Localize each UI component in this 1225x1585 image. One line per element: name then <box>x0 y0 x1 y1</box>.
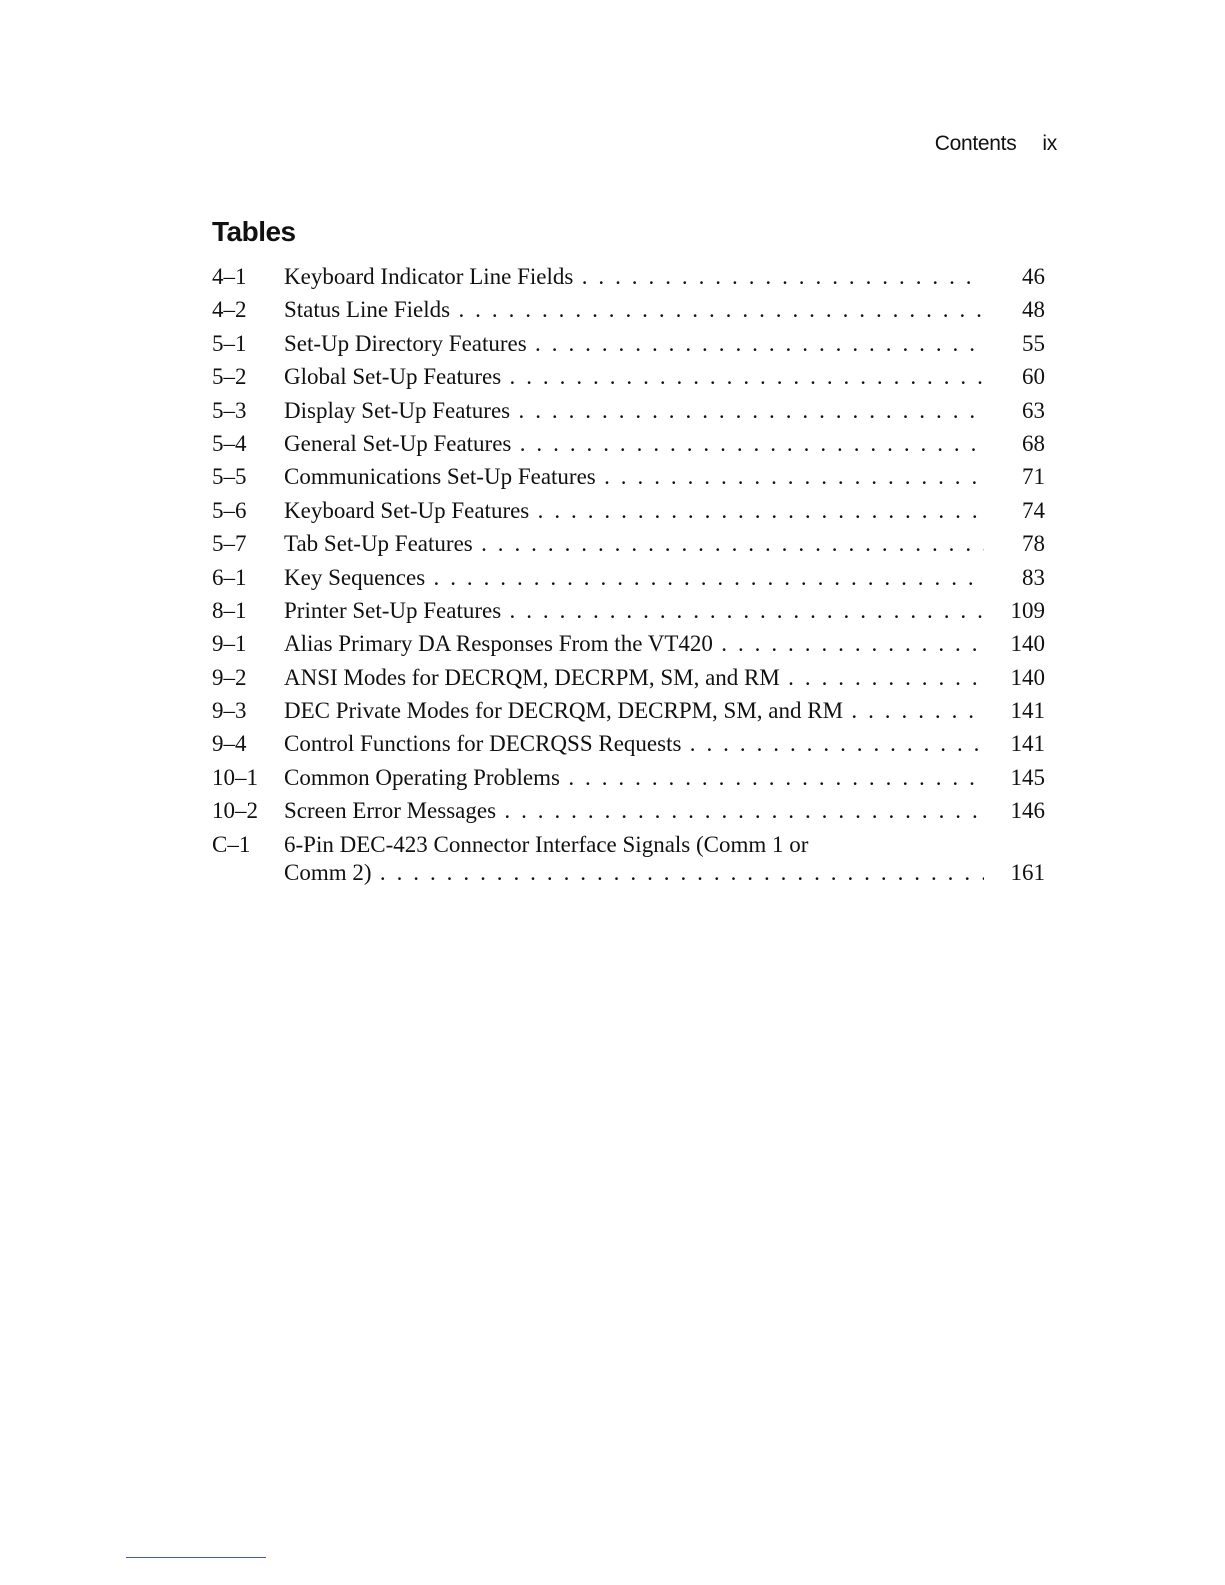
table-title: ANSI Modes for DECRQM, DECRPM, SM, and RM . . . <box>284 661 984 694</box>
page-number: 68 <box>1022 430 1045 456</box>
table-title: Set-Up Directory Features . . . <box>284 327 984 360</box>
toc-entry[interactable] <box>212 828 1057 890</box>
table-number: 9–4 <box>212 731 247 757</box>
page-number: 145 <box>1010 764 1045 790</box>
page-number: 161 <box>1010 859 1045 885</box>
table-title: Control Functions for DECRQSS Requests . . . <box>284 727 984 760</box>
page-number: 109 <box>1010 597 1045 623</box>
tables-list <box>212 260 1057 890</box>
table-number: 4–2 <box>212 297 247 323</box>
page-number: 74 <box>1022 497 1045 523</box>
table-title: Keyboard Indicator Line Fields . . . <box>284 260 984 293</box>
table-number: 5–5 <box>212 464 247 490</box>
running-head-label: Contents <box>934 132 1017 155</box>
page-number: 140 <box>1010 631 1045 657</box>
page-number: 141 <box>1010 698 1045 724</box>
toc-entry[interactable] <box>212 627 1057 660</box>
table-title: Screen Error Messages . . . <box>284 794 984 827</box>
table-title: Global Set-Up Features . . . <box>284 360 984 393</box>
table-title: Alias Primary DA Responses From the VT420 . . . <box>284 627 984 660</box>
table-title: Display Set-Up Features . . . <box>284 394 984 427</box>
toc-entry[interactable] <box>212 661 1057 694</box>
table-number: 5–3 <box>212 397 247 423</box>
toc-entry[interactable] <box>212 260 1057 293</box>
table-title: Key Sequences . . . <box>284 561 984 594</box>
table-number: 9–1 <box>212 631 247 657</box>
toc-entry[interactable] <box>212 293 1057 326</box>
table-number: 5–2 <box>212 364 247 390</box>
toc-entry[interactable] <box>212 460 1057 493</box>
table-number: 10–2 <box>212 798 258 824</box>
table-number: 6–1 <box>212 564 247 590</box>
table-title: Tab Set-Up Features . . . <box>284 527 984 560</box>
toc-entry[interactable] <box>212 327 1057 360</box>
toc-entry[interactable] <box>212 427 1057 460</box>
table-title: Common Operating Problems . . . <box>284 761 984 794</box>
table-title-line1: 6-Pin DEC-423 Connector Interface Signals (Comm 1 or <box>284 831 809 857</box>
toc-entry[interactable] <box>212 727 1057 760</box>
toc-entry[interactable] <box>212 561 1057 594</box>
footer-rule <box>126 1557 266 1558</box>
page-number: 140 <box>1010 664 1045 690</box>
page-number: 48 <box>1022 297 1045 323</box>
table-title: DEC Private Modes for DECRQM, DECRPM, SM, and RM . . . <box>284 694 984 727</box>
page-number: 55 <box>1022 330 1045 356</box>
page-number: 78 <box>1022 531 1045 557</box>
page-number: 63 <box>1022 397 1045 423</box>
table-number: 9–2 <box>212 664 247 690</box>
page-number: 141 <box>1010 731 1045 757</box>
toc-entry[interactable] <box>212 594 1057 627</box>
toc-entry[interactable] <box>212 360 1057 393</box>
table-title: General Set-Up Features . . . <box>284 427 984 460</box>
running-head <box>935 132 1057 156</box>
page-number: 46 <box>1022 264 1045 289</box>
toc-entry[interactable] <box>212 494 1057 527</box>
table-number: 4–1 <box>212 264 247 289</box>
table-number: 5–6 <box>212 497 247 523</box>
table-number: 5–4 <box>212 430 247 456</box>
toc-entry[interactable] <box>212 527 1057 560</box>
table-number: 9–3 <box>212 698 247 724</box>
table-title: Keyboard Set-Up Features . . . <box>284 494 984 527</box>
table-title-line2: Comm 2) . . . <box>284 856 984 889</box>
toc-entry[interactable] <box>212 794 1057 827</box>
toc-entry[interactable] <box>212 394 1057 427</box>
toc-entry[interactable] <box>212 761 1057 794</box>
section-title: Tables <box>212 216 296 247</box>
page-number: 146 <box>1010 798 1045 824</box>
table-number: 5–1 <box>212 330 247 356</box>
table-title: Communications Set-Up Features . . . <box>284 460 984 493</box>
page-folio: ix <box>1042 132 1057 155</box>
table-number: 10–1 <box>212 764 258 790</box>
table-number: C–1 <box>212 831 251 857</box>
page-number: 83 <box>1022 564 1045 590</box>
page-number: 60 <box>1022 364 1045 390</box>
toc-entry[interactable] <box>212 694 1057 727</box>
table-number: 5–7 <box>212 531 247 557</box>
page-number: 71 <box>1022 464 1045 490</box>
table-number: 8–1 <box>212 597 247 623</box>
table-title: Printer Set-Up Features . . . <box>284 594 984 627</box>
table-title: Status Line Fields . . . <box>284 293 984 326</box>
